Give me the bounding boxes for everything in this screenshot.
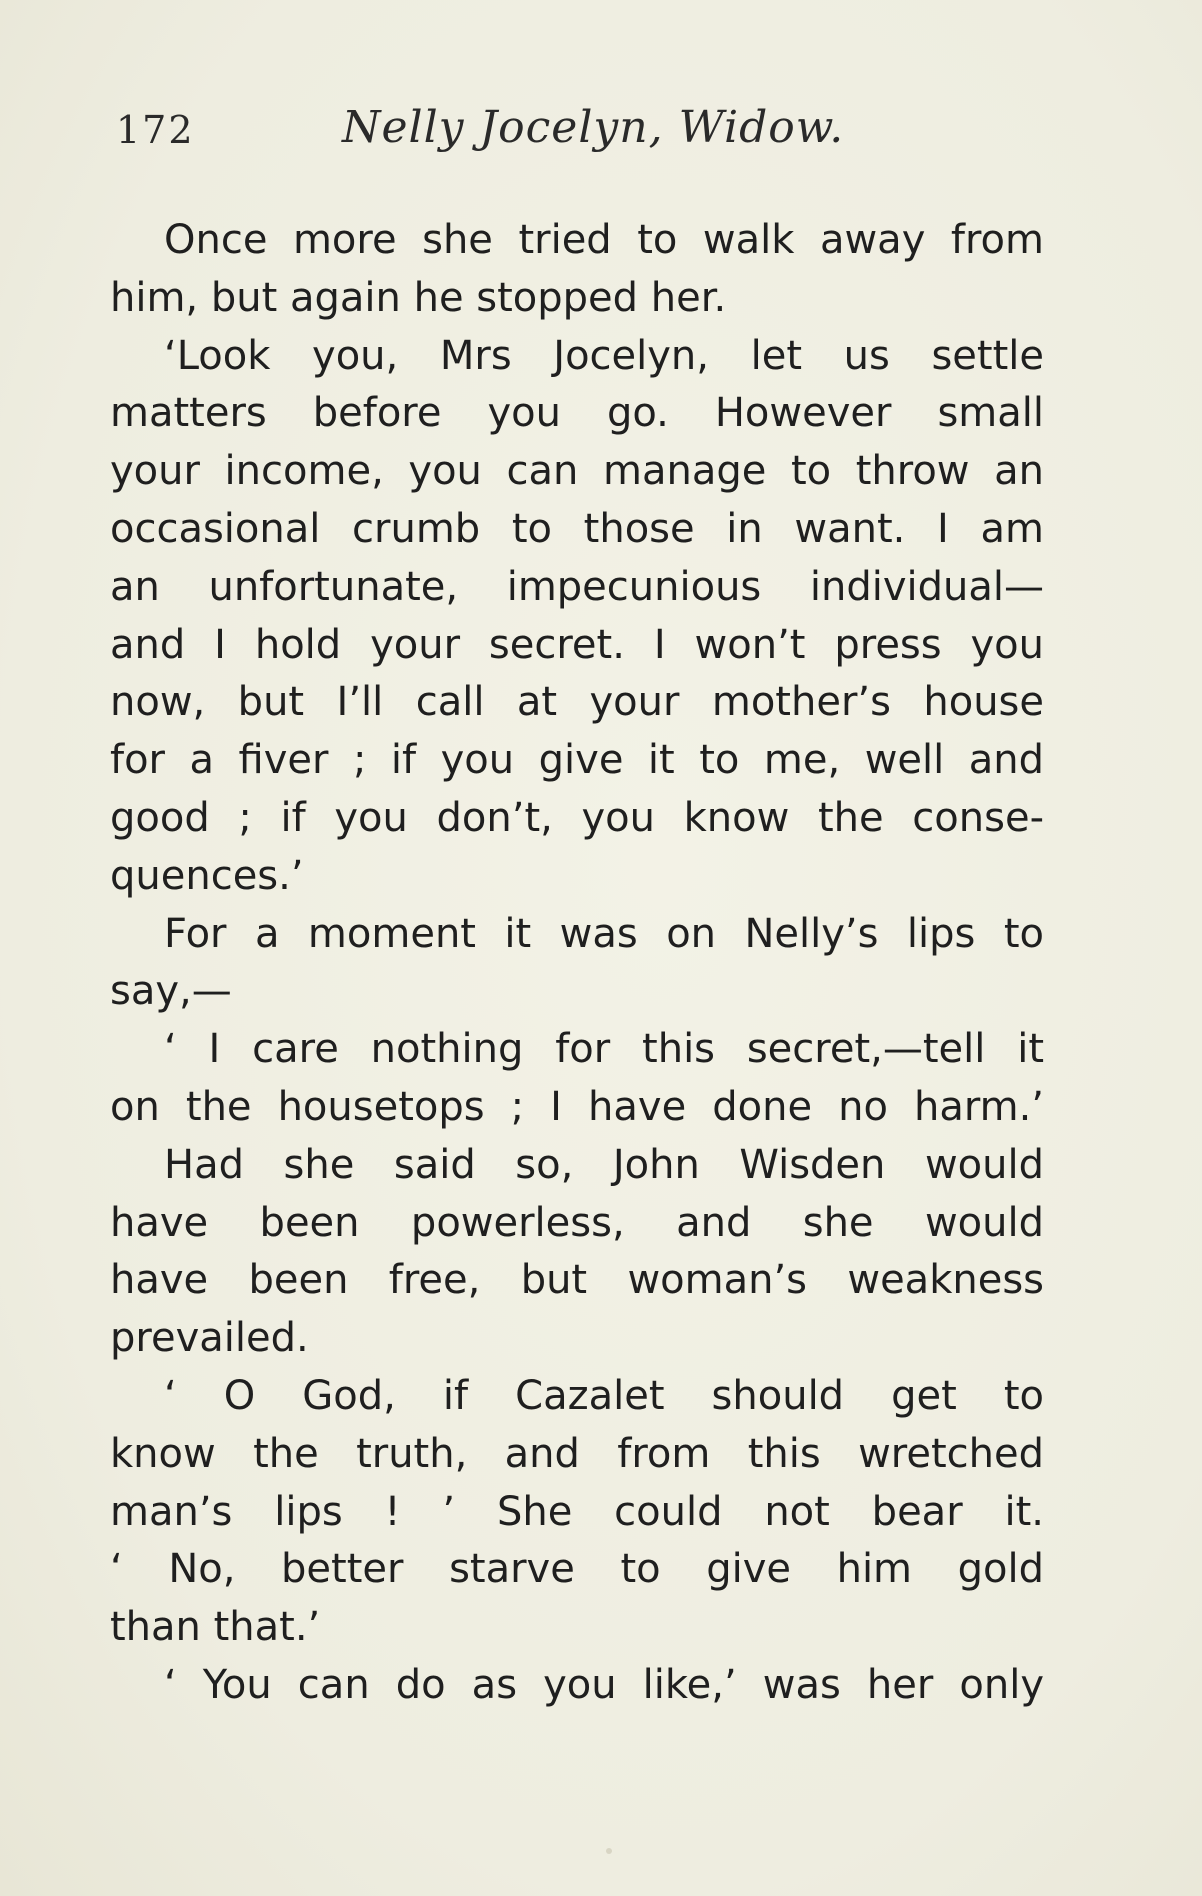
text-line: man’s lips ! ’ She could not bear it. [110,1488,1044,1535]
text-line: on the housetops ; I have done no harm.’ [110,1083,1044,1130]
body-text [110,212,1044,1715]
text-line: have been powerless, and she would [110,1199,1044,1246]
text-line: your income, you can manage to throw an [110,448,1044,495]
text-line: Once more she tried to walk away from [164,217,1044,263]
text-line: than that.’ [110,1604,321,1651]
text-line: for a fiver ; if you give it to me, well and [110,737,1044,784]
text-line: now, but I’ll call at your mother’s house [110,679,1044,726]
running-title: Nelly Jocelyn, Widow. [342,102,845,153]
text-line: him, but again he stopped her. [110,274,727,321]
text-line: occasional crumb to those in want. I am [110,505,1044,552]
page-header [110,102,1040,168]
text-line: ‘ No, better starve to give him gold [110,1546,1044,1593]
text-line: ‘ You can do as you like,’ was her only [164,1661,1044,1708]
text-line: For a moment it was on Nelly’s lips to [164,910,1044,957]
text-line: ‘ O God, if Cazalet should get to [164,1372,1044,1419]
text-line: say,— [110,968,232,1015]
text-line: Had she said so, John Wisden would [164,1141,1044,1188]
paper-speck [606,1848,612,1854]
text-line: prevailed. [110,1315,309,1362]
text-line: good ; if you don’t, you know the conse- [110,794,1044,841]
text-line: an unfortunate, impecunious individual— [110,563,1044,610]
text-line: ‘Look you, Mrs Jocelyn, let us settle [164,332,1044,379]
text-line: and I hold your secret. I won’t press you [110,621,1044,668]
text-line: quences.’ [110,852,304,899]
text-line: matters before you go. However small [110,390,1044,437]
text-line: know the truth, and from this wretched [110,1430,1044,1477]
page-number: 172 [116,108,195,152]
text-line: ‘ I care nothing for this secret,—tell it [164,1026,1044,1073]
text-line: have been free, but woman’s weakness [110,1257,1044,1304]
